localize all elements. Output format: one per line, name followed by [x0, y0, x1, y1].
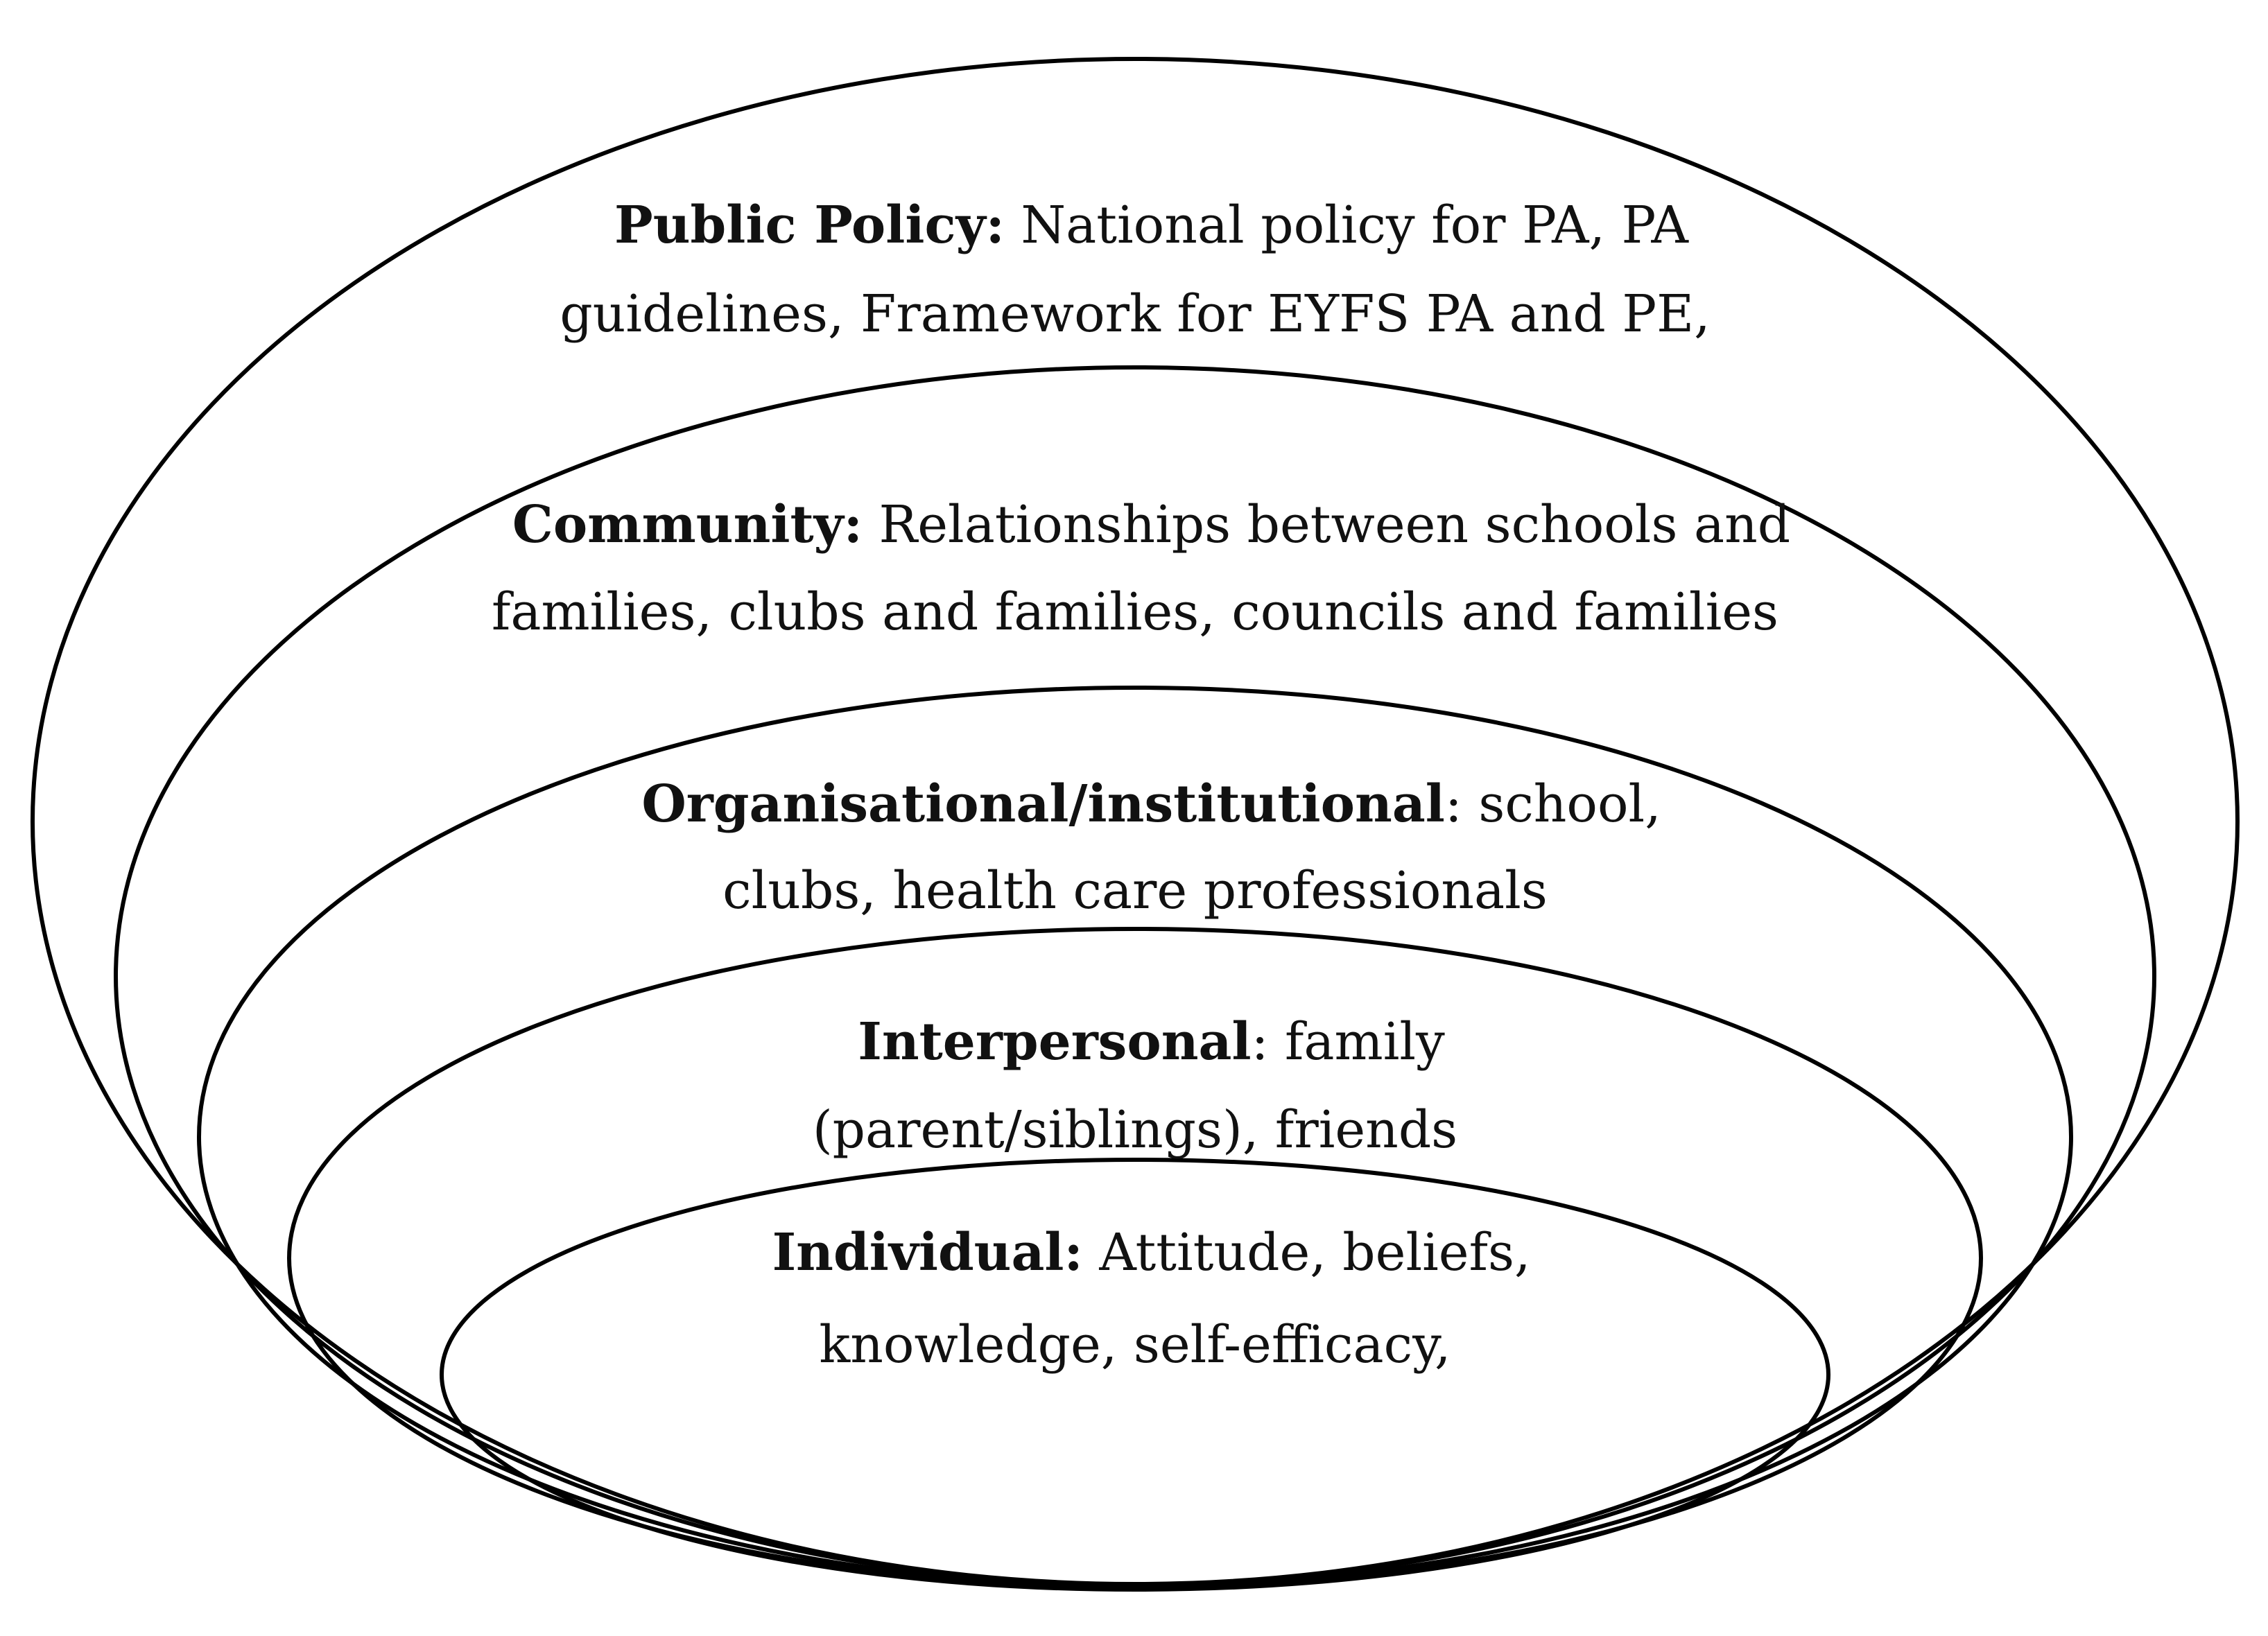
organisational-term: Organisational/institutional — [641, 774, 1445, 834]
organisational-line2: clubs, health care professionals — [722, 861, 1548, 921]
public-policy-line1 — [533, 195, 1737, 255]
individual-line1 — [691, 1223, 1579, 1282]
community-line1 — [431, 495, 1839, 555]
community-desc-start: Relationships between schools and — [863, 495, 1791, 555]
public-policy-term: Public Policy: — [614, 195, 1005, 255]
individual-term: Individual: — [772, 1223, 1083, 1282]
individual-line2: knowledge, self-efficacy, — [819, 1315, 1451, 1375]
community-line2: families, clubs and families, councils and families — [492, 582, 1778, 642]
interpersonal-line1 — [777, 1012, 1494, 1072]
interpersonal-term: Interpersonal — [858, 1012, 1252, 1072]
public-policy-line2: guidelines, Framework for EYFS PA and PE, — [560, 284, 1711, 344]
public-policy-desc-start: National policy for PA, PA — [1004, 195, 1688, 255]
interpersonal-line2: (parent/siblings), friends — [812, 1100, 1458, 1160]
individual-desc-start: Attitude, beliefs, — [1082, 1223, 1531, 1282]
interpersonal-desc-start: : family — [1251, 1012, 1445, 1072]
organisational-line1 — [560, 774, 1711, 834]
organisational-desc-start: : school, — [1444, 774, 1661, 834]
community-term: Community: — [512, 495, 863, 555]
